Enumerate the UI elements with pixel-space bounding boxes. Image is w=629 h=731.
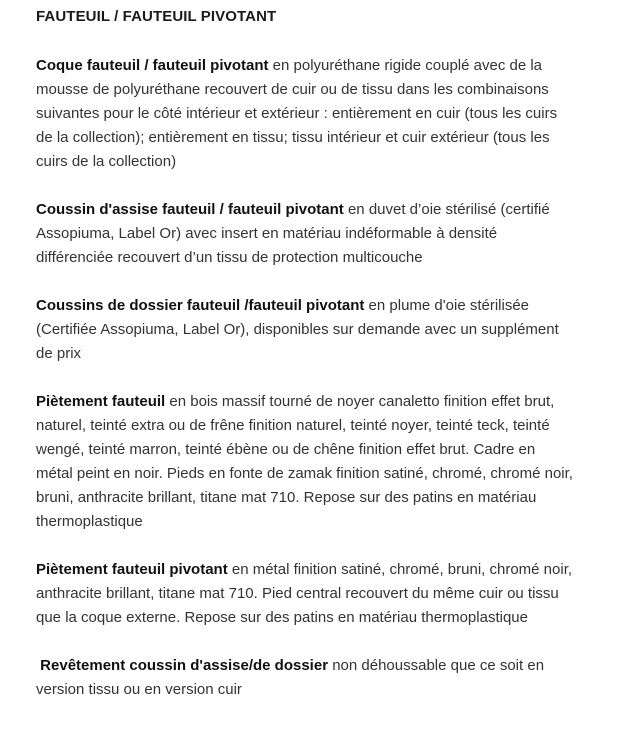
spec-section-seat-cushion [36, 198, 576, 270]
spec-text: non déhoussable que ce soit en version tissu ou en version cuir [36, 657, 545, 698]
spec-text: en plume d'oie stérilisée (Certifiée Assopiuma, Label Or), disponibles sur demande avec un supplément de prix [36, 297, 559, 362]
spec-heading: Revêtement coussin d'assise/de dossier [40, 657, 329, 674]
spec-section-armchair-base [36, 390, 576, 534]
spec-heading: Piètement fauteuil pivotant [36, 561, 228, 578]
spec-text: en métal finition satiné, chromé, bruni, chromé noir, anthracite brillant, titane mat 710. Pied central recouvert du même cuir ou tissu que la coque externe. Repose sur des patins en matériau thermoplastique [36, 561, 573, 626]
spec-text: en bois massif tourné de noyer canaletto finition effet brut, naturel, teinté extra ou de frêne finition naturel, teinté noyer, teinté teck, teinté wengé, teinté marron, teinté ébène ou de chêne finition effet brut. Cadre en métal peint en noir. Pieds en fonte de zamak finition satiné, chromé, chromé noir, bruni, anthracite brillant, titane mat 710. Repose sur des patins en matériau thermoplastique [36, 393, 573, 530]
spec-section-back-cushions [36, 294, 576, 366]
spec-heading: Piètement fauteuil [36, 393, 166, 410]
spec-heading: Coque fauteuil / fauteuil pivotant [36, 57, 269, 74]
spec-section-shell [36, 54, 576, 174]
product-spec-document [36, 6, 576, 702]
spec-heading: Coussins de dossier fauteuil /fauteuil pivotant [36, 297, 365, 314]
spec-section-swivel-base [36, 558, 576, 630]
page-title: FAUTEUIL / FAUTEUIL PIVOTANT [36, 8, 277, 25]
spec-heading: Coussin d'assise fauteuil / fauteuil pivotant [36, 201, 344, 218]
spec-section-upholstery [36, 654, 576, 702]
spec-text: en polyuréthane rigide couplé avec de la mousse de polyuréthane recouvert de cuir ou de tissu dans les combinaisons suivantes pour le côté intérieur et extérieur : entièrement en cuir (tous les cuirs de la collection); entièrement en tissu; tissu intérieur et cuir extérieur (tous les cuirs de la collection) [36, 57, 558, 170]
spec-text: en duvet d’oie stérilisé (certifié Assopiuma, Label Or) avec insert en matériau indéformable à densité différenciée recouvert d’un tissu de protection multicouche [36, 201, 550, 266]
